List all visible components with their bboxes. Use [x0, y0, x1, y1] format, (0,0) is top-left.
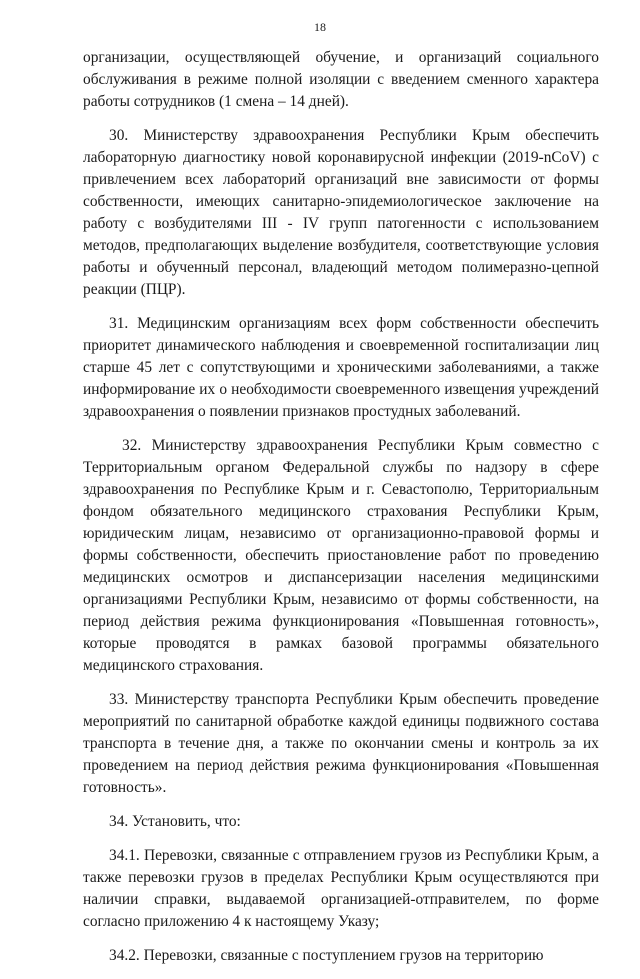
paragraph-33: 33. Министерству транспорта Республики Крым обеспечить проведение мероприятий по санитарной обработке каждой единицы подвижного состава транспорта в течение дня, а также по окончании смены и контроль за их проведением на период действия режима функционирования «Повышенная готовность». [83, 691, 599, 796]
paragraph-32: 32. Министерству здравоохранения Республики Крым совместно с Территориальным органом Федеральной службы по надзору в сфере здравоохранения по Республике Крым и г. Севастополю, Территориальным фондом обязательного медицинского страхования Республики Крым, юридическим лицам, независимо от организационно-правовой формы и формы собственности, обеспечить приостановление работ по проведению медицинских осмотров и диспансеризации населения медицинскими организациями Республики Крым, независимо от формы собственности, на период действия режима функционирования «Повышенная готовность», которые проводятся в рамках базовой программы обязательного медицинского страхования. [83, 437, 599, 674]
paragraph-30: 30. Министерству здравоохранения Республики Крым обеспечить лабораторную диагностику новой коронавирусной инфекции (2019-nCoV) с привлечением всех лабораторий организаций вне зависимости от формы собственности, имеющих санитарно-эпидемиологическое заключение на работу с возбудителями III - IV групп патогенности с использованием методов, предполагающих выделение возбудителя, соответствующие условия работы и обученный персонал, владеющий методом полимеразно-цепной реакции (ПЦР). [83, 127, 599, 298]
paragraph-34: 34. Установить, что: [109, 813, 241, 830]
document-body [83, 47, 599, 979]
page-number: 18 [314, 20, 326, 34]
paragraph-31: 31. Медицинским организациям всех форм собственности обеспечить приоритет динамического наблюдения и своевременной госпитализации лиц старше 45 лет с сопутствующими и хроническими заболеваниями, а также информирование их о необходимости своевременного извещения учреждений здравоохранения о появлении признаков простудных заболеваний. [83, 315, 599, 420]
paragraph-34-2: 34.2. Перевозки, связанные с поступлением грузов на территорию [109, 947, 544, 964]
paragraph-continuation: организации, осуществляющей обучение, и организаций социального обслуживания в режиме полной изоляции с введением сменного характера работы сотрудников (1 смена – 14 дней). [83, 49, 599, 110]
paragraph-34-1: 34.1. Перевозки, связанные с отправлением грузов из Республики Крым, а также перевозки грузов в пределах Республики Крым осуществляются при наличии справки, выдаваемой организацией-отправителем, по форме согласно приложению 4 к настоящему Указу; [83, 847, 599, 930]
